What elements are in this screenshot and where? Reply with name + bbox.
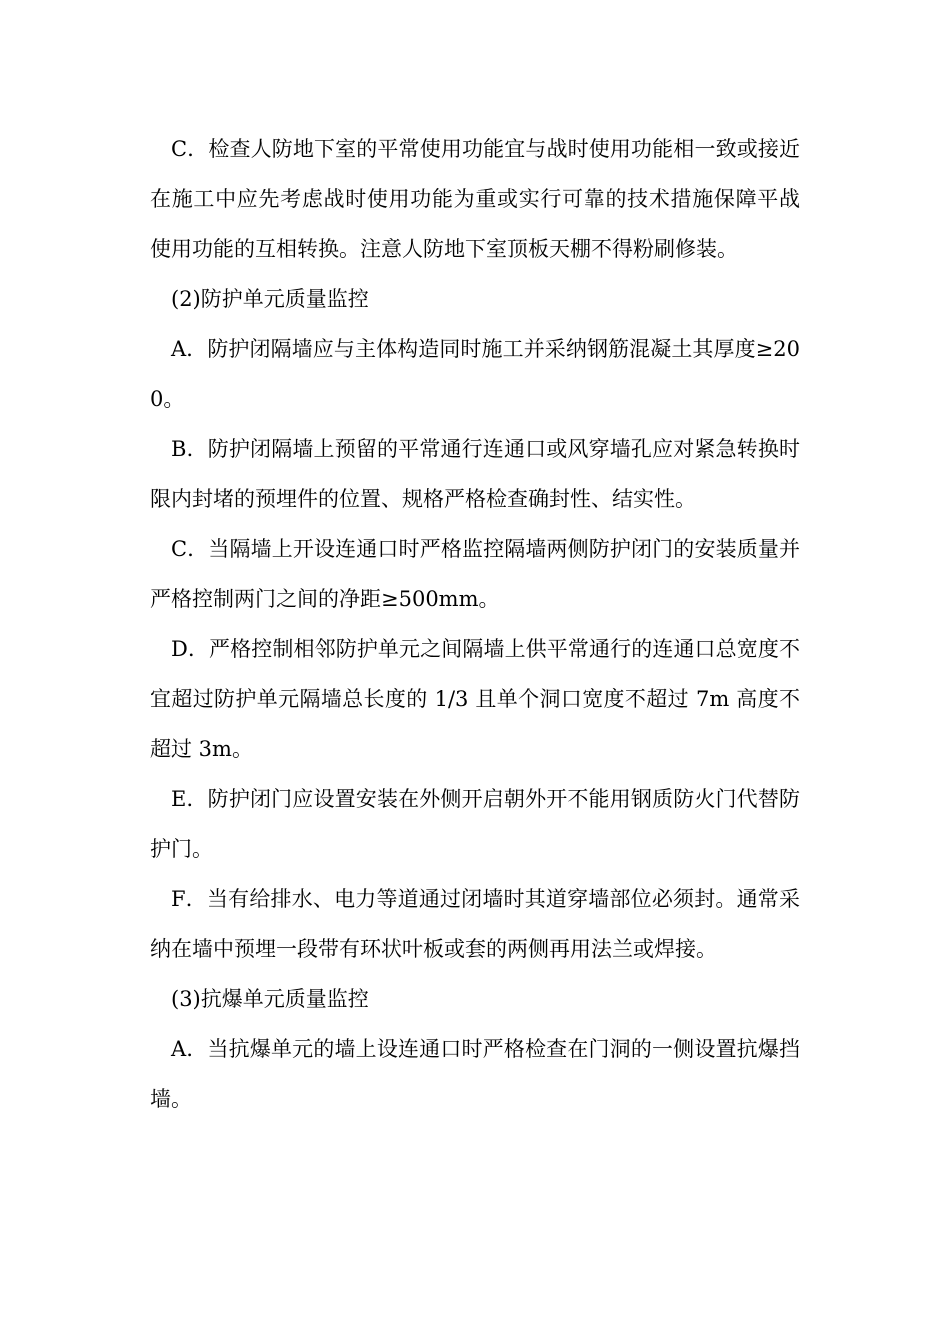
paragraph-e-protective-door: E．防护闭门应设置安装在外侧开启朝外开不能用钢质防火门代替防护门。 <box>150 787 800 861</box>
paragraph-f-pipe-penetration: F．当有给排水、电力等道通过闭墙时其道穿墙部位必须封。通常采纳在墙中预埋一段带有环状叶板或套的两侧再用法兰或焊接。 <box>150 887 800 961</box>
paragraph-a-partition-wall: A．防护闭隔墙应与主体构造同时施工并采纳钢筋混凝土其厚度≥200。 <box>150 337 800 411</box>
paragraph-b-embedded-parts: B．防护闭隔墙上预留的平常通行连通口或风穿墙孔应对紧急转换时限内封堵的预埋件的位置、规格严格检查确封性、结实性。 <box>150 437 800 511</box>
section-heading-protection-unit: (2)防护单元质量监控 <box>171 287 369 311</box>
document-body <box>150 124 800 1124</box>
section-heading-blast-unit: (3)抗爆单元质量监控 <box>171 987 369 1011</box>
paragraph-c-door-spacing: C．当隔墙上开设连通口时严格监控隔墙两侧防护闭门的安装质量并严格控制两门之间的净距≥500mm。 <box>150 537 800 611</box>
paragraph-d-opening-width: D．严格控制相邻防护单元之间隔墙上供平常通行的连通口总宽度不宜超过防护单元隔墙总长度的 1/3 且单个洞口宽度不超过 7m 高度不超过 3m。 <box>150 637 800 761</box>
paragraph-c-wartime-function: C．检查人防地下室的平常使用功能宜与战时使用功能相一致或接近在施工中应先考虑战时使用功能为重或实行可靠的技术措施保障平战使用功能的互相转换。注意人防地下室顶板天棚不得粉刷修装。 <box>150 137 800 261</box>
paragraph-a-blast-wall: A．当抗爆单元的墙上设连通口时严格检查在门洞的一侧设置抗爆挡墙。 <box>150 1037 800 1111</box>
